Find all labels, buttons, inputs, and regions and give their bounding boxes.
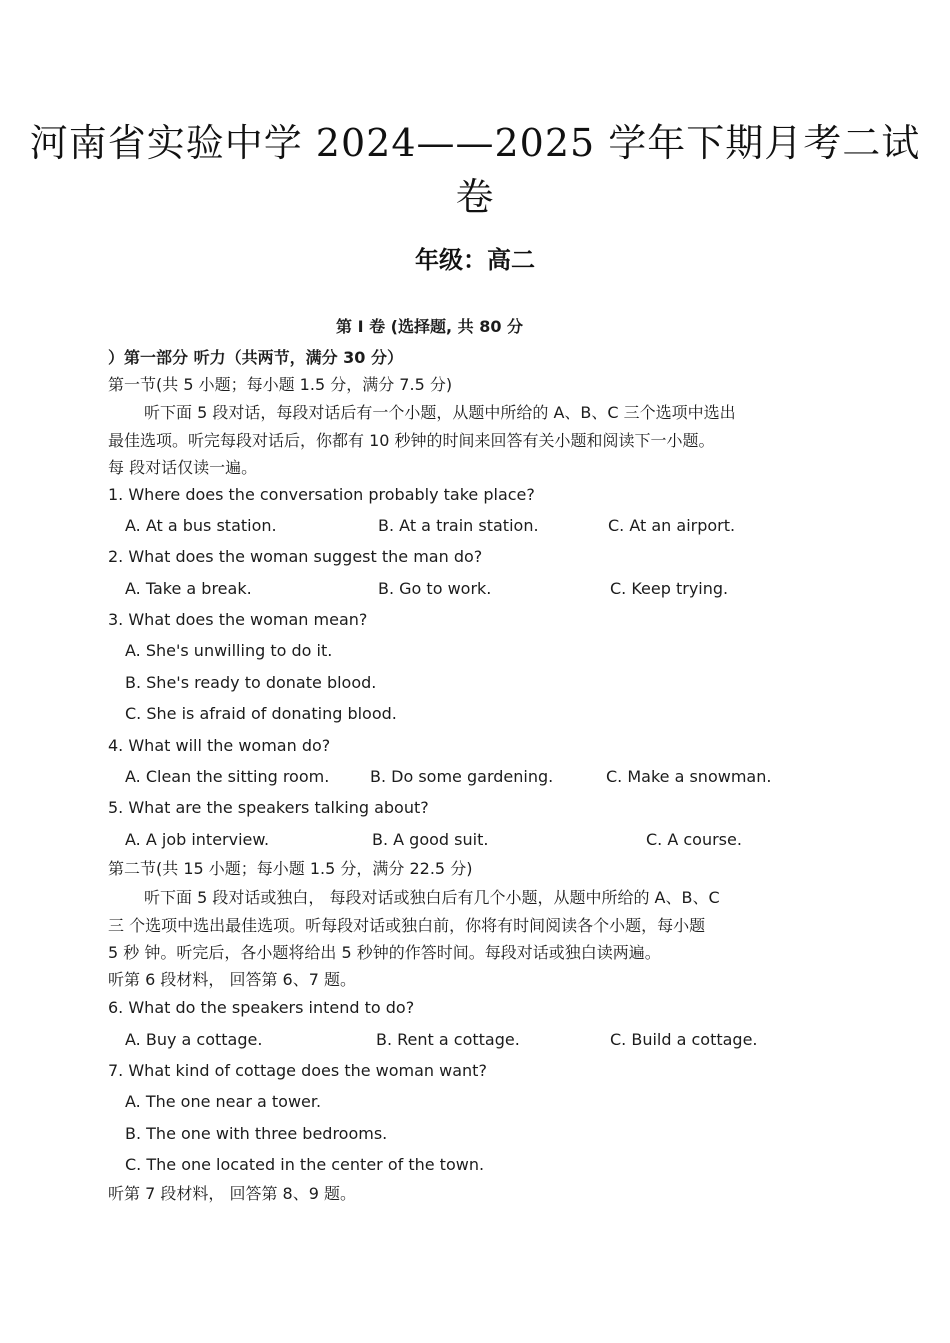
question-1-stem: 1. Where does the conversation probably take place?	[108, 485, 535, 504]
question-1-option-b: B. At a train station.	[378, 516, 539, 535]
section1-instruction-1: 听下面 5 段对话，每段对话后有一个小题，从题中所给的 A、B、C 三个选项中选出	[144, 403, 736, 422]
question-7-option-a: A. The one near a tower.	[125, 1092, 322, 1111]
question-4-option-b: B. Do some gardening.	[370, 767, 554, 786]
question-1-option-a: A. At a bus station.	[125, 516, 277, 535]
question-4-stem: 4. What will the woman do?	[108, 736, 331, 755]
section1-instruction-2: 最佳选项。听完每段对话后，你都有 10 秒钟的时间来回答有关小题和阅读下一小题。	[108, 431, 715, 450]
question-6-option-c: C. Build a cottage.	[610, 1030, 758, 1049]
question-3-option-c: C. She is afraid of donating blood.	[125, 704, 397, 723]
section1-header: 第一节(共 5 小题；每小题 1.5 分，满分 7.5 分)	[108, 375, 453, 394]
question-2-option-c: C. Keep trying.	[610, 579, 729, 598]
question-3-option-b: B. She's ready to donate blood.	[125, 673, 377, 692]
section2-instruction-3: 5 秒 钟。听完后，各小题将给出 5 秒钟的作答时间。每段对话或独白读两遍。	[108, 943, 661, 962]
exam-title-line-2: 卷	[455, 175, 495, 219]
question-5-option-b: B. A good suit.	[372, 830, 489, 849]
question-6-stem: 6. What do the speakers intend to do?	[108, 998, 415, 1017]
question-6-option-a: A. Buy a cottage.	[125, 1030, 263, 1049]
exam-title-line-1: 河南省实验中学 2024——2025 学年下期月考二试	[29, 121, 921, 165]
volume-header: 第 Ⅰ 卷 (选择题, 共 80 分	[336, 317, 524, 336]
question-2-option-b: B. Go to work.	[378, 579, 492, 598]
question-7-option-b: B. The one with three bedrooms.	[125, 1124, 388, 1143]
question-7-stem: 7. What kind of cottage does the woman want?	[108, 1061, 487, 1080]
part1-header: ）第一部分 听力（共两节，满分 30 分）	[108, 348, 403, 367]
question-1-option-c: C. At an airport.	[608, 516, 736, 535]
question-7-option-c: C. The one located in the center of the town.	[125, 1155, 485, 1174]
section1-instruction-3: 每 段对话仅读一遍。	[108, 458, 258, 477]
question-5-option-a: A. A job interview.	[125, 830, 270, 849]
question-6-option-b: B. Rent a cottage.	[376, 1030, 520, 1049]
section2-instruction-1: 听下面 5 段对话或独白， 每段对话或独白后有几个小题，从题中所给的 A、B、C	[144, 888, 720, 907]
material-7-note: 听第 7 段材料， 回答第 8、9 题。	[108, 1184, 356, 1203]
grade-label: 年级：高二	[415, 246, 535, 274]
question-3-stem: 3. What does the woman mean?	[108, 610, 368, 629]
question-5-option-c: C. A course.	[646, 830, 742, 849]
question-5-stem: 5. What are the speakers talking about?	[108, 798, 429, 817]
question-4-option-c: C. Make a snowman.	[606, 767, 772, 786]
question-3-option-a: A. She's unwilling to do it.	[125, 641, 333, 660]
section2-instruction-2: 三 个选项中选出最佳选项。听每段对话或独白前，你将有时间阅读各个小题，每小题	[108, 916, 706, 935]
section2-header: 第二节(共 15 小题；每小题 1.5 分，满分 22.5 分)	[108, 859, 473, 878]
question-4-option-a: A. Clean the sitting room.	[125, 767, 330, 786]
material-6-note: 听第 6 段材料， 回答第 6、7 题。	[108, 970, 356, 989]
question-2-stem: 2. What does the woman suggest the man do?	[108, 547, 483, 566]
question-2-option-a: A. Take a break.	[125, 579, 252, 598]
